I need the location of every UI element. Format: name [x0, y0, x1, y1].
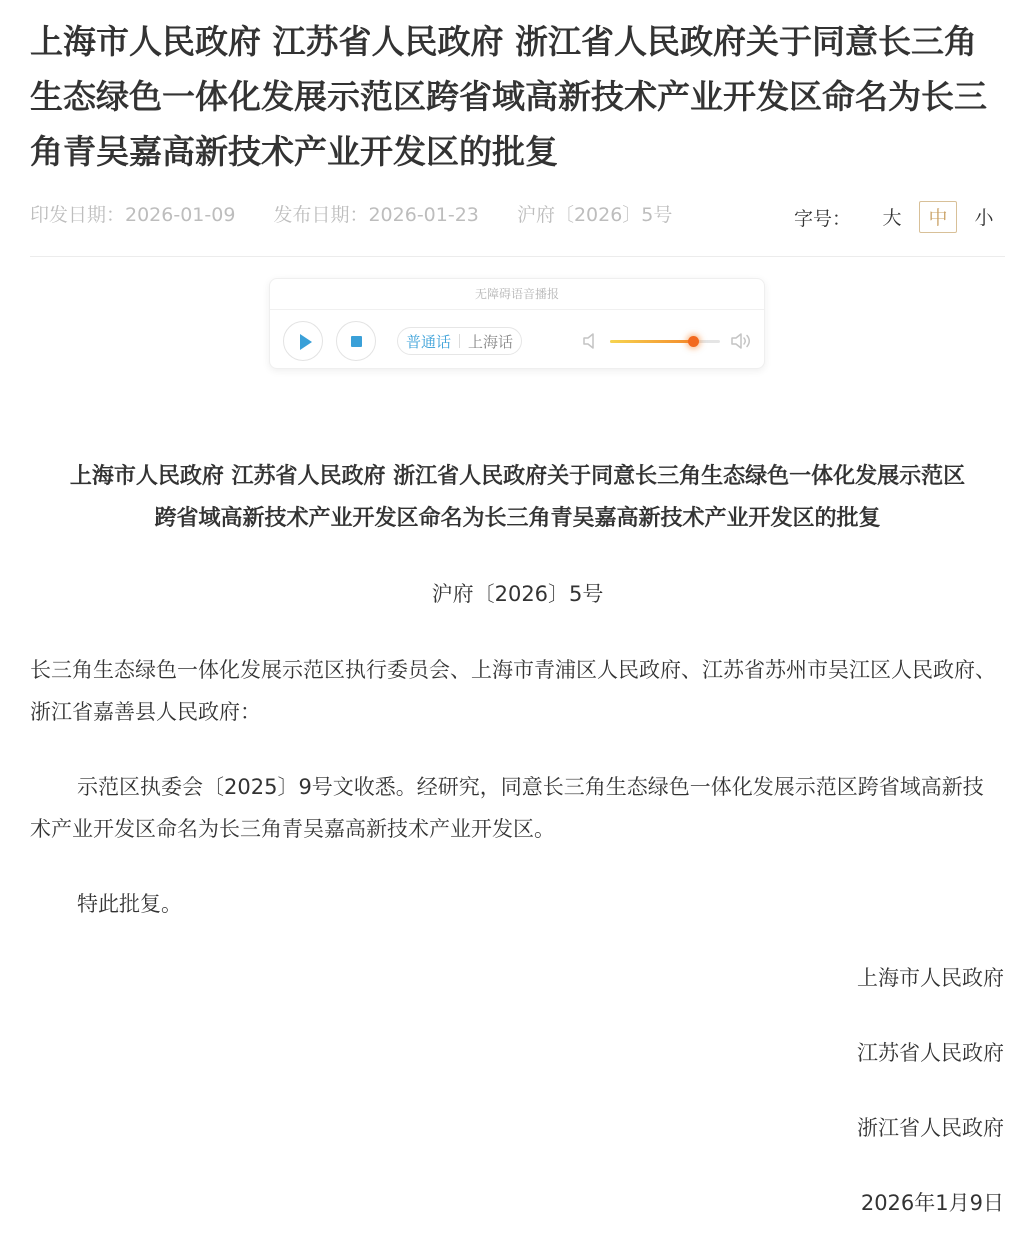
play-button[interactable] [283, 321, 323, 361]
document-title [30, 456, 1005, 540]
volume-high-icon[interactable] [730, 329, 754, 353]
volume-fill [610, 340, 693, 343]
body-paragraph: 示范区执委会〔2025〕9号文收悉。经研究，同意长三角生态绿色一体化发展示范区跨省域高新技术产业开发区命名为长三角青吴嘉高新技术产业开发区。 [30, 775, 984, 841]
player-title: 无障碍语音播报 [270, 279, 764, 310]
font-size-label: 字号： [793, 207, 851, 230]
language-switch [397, 327, 522, 355]
font-size-selector [794, 201, 1003, 233]
doc-number-meta: 沪府〔2026〕5号 [516, 204, 673, 226]
meta-info [30, 200, 704, 227]
document-title-line2: 跨省域高新技术产业开发区命名为长三角青吴嘉高新技术产业开发区的批复 [154, 506, 881, 531]
stop-icon [337, 322, 377, 362]
recipients: 长三角生态绿色一体化发展示范区执行委员会、上海市青浦区人民政府、江苏省苏州市吴江区人民政府、浙江省嘉善县人民政府： [30, 658, 996, 724]
volume-knob[interactable] [688, 336, 699, 347]
volume-slider[interactable] [610, 340, 720, 343]
language-shanghainese[interactable]: 上海话 [468, 332, 514, 351]
document-date: 2026年1月9日 [860, 1191, 1004, 1215]
signatory-zhejiang: 浙江省人民政府 [857, 1116, 1004, 1140]
signatory-shanghai: 上海市人民政府 [857, 966, 1004, 990]
volume-control [582, 329, 756, 353]
language-separator [459, 334, 460, 348]
font-size-small[interactable]: 小 [974, 207, 994, 229]
document-title-line1: 上海市人民政府 江苏省人民政府 浙江省人民政府关于同意长三角生态绿色一体化发展示范区 [69, 464, 966, 489]
language-mandarin[interactable]: 普通话 [406, 332, 452, 351]
stop-button[interactable] [336, 321, 376, 361]
volume-low-icon[interactable] [582, 329, 598, 353]
header-divider [30, 256, 1005, 257]
closing-paragraph: 特此批复。 [77, 892, 182, 916]
page-title: 上海市人民政府 江苏省人民政府 浙江省人民政府关于同意长三角生态绿色一体化发展示范区跨省域高新技术产业开发区命名为长三角青吴嘉高新技术产业开发区的批复 [30, 22, 987, 171]
audio-player [269, 278, 765, 369]
print-date: 印发日期：2026-01-09 [30, 204, 236, 226]
font-size-large[interactable]: 大 [882, 207, 902, 229]
play-icon [284, 322, 324, 362]
document-number: 沪府〔2026〕5号 [431, 582, 604, 606]
signatory-jiangsu: 江苏省人民政府 [857, 1041, 1004, 1065]
publish-date: 发布日期：2026-01-23 [273, 204, 479, 226]
font-size-medium[interactable]: 中 [919, 201, 957, 233]
